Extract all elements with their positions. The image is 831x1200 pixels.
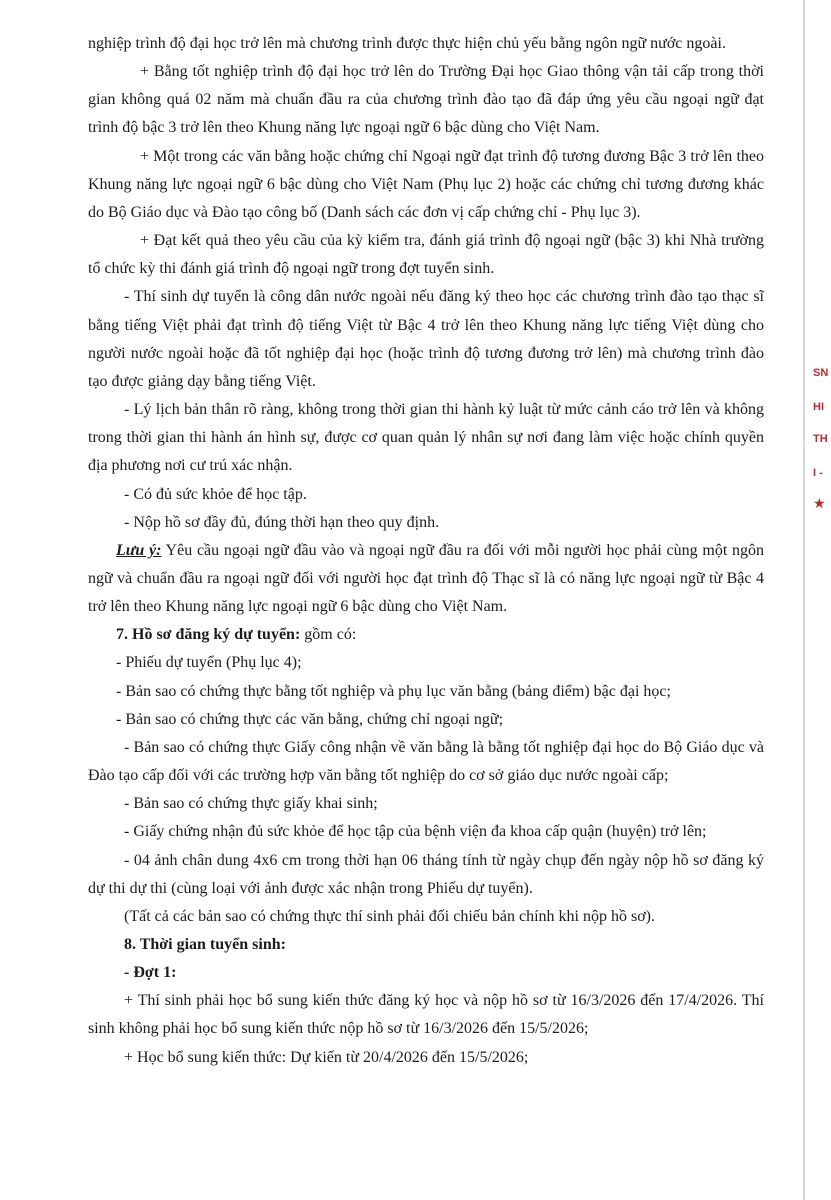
stamp-text-fragment: SN xyxy=(813,367,829,379)
red-stamp-fragment xyxy=(810,368,831,518)
section-7-item: - Bản sao có chứng thực giấy khai sinh; xyxy=(124,795,378,813)
section-7-item: - Bản sao có chứng thực các văn bằng, chứng chỉ ngoại ngữ; xyxy=(116,710,504,728)
section-8-sub-heading: - Đợt 1: xyxy=(124,964,177,982)
section-8-item: + Học bổ sung kiến thức: Dự kiến từ 20/4/2026 đến 15/5/2026; xyxy=(124,1048,529,1066)
paragraph-condition-degree-gtvt: + Bằng tốt nghiệp trình độ đại học trở lên do Trường Đại học Giao thông vận tải cấp trong thời gian không quá 02 năm mà chuẩn đầu ra của chương trình đào tạo đã đáp ứng yêu cầu ngoại ngữ đạt trình độ bậc 3 trở lên theo Khung năng lực ngoại ngữ 6 bậc dùng cho Việt Nam. xyxy=(88,63,764,137)
section-7-heading-line xyxy=(88,621,764,649)
section-7-item: - Bản sao có chứng thực Giấy công nhận về văn bằng là bằng tốt nghiệp đại học do Bộ Giáo dục và Đào tạo cấp đối với các trường hợp văn bằng tốt nghiệp do cơ sở giáo dục nước ngoài cấp; xyxy=(88,738,764,785)
stamp-text-fragment: I - xyxy=(813,467,823,479)
section-7-item: - Phiếu dự tuyển (Phụ lục 4); xyxy=(116,654,302,672)
paragraph-continuation: nghiệp trình độ đại học trở lên mà chương trình được thực hiện chủ yếu bằng ngôn ngữ nước ngoài. xyxy=(88,35,726,52)
paragraph-condition-certificate: + Một trong các văn bằng hoặc chứng chỉ Ngoại ngữ đạt trình độ tương đương Bậc 3 trở lên theo Khung năng lực ngoại ngữ 6 bậc dùng cho Việt Nam (Phụ lục 2) hoặc các chứng chỉ tương đương khác do Bộ Giáo dục và Đào tạo công bố (Danh sách các đơn vị cấp chứng chỉ - Phụ lục 3). xyxy=(88,147,764,221)
section-7-item: - Bản sao có chứng thực bằng tốt nghiệp và phụ lục văn bằng (bảng điểm) bậc đại học; xyxy=(116,682,671,700)
section-8-item: + Thí sinh phải học bổ sung kiến thức đăng ký học và nộp hồ sơ từ 16/3/2026 đến 17/4/2026. Thí sinh không phải học bổ sung kiến thức nộp hồ sơ từ 16/3/2026 đến 15/5/2026; xyxy=(88,992,764,1038)
stamp-star-icon: ★ xyxy=(813,495,826,511)
paragraph-background: - Lý lịch bản thân rõ ràng, không trong thời gian thi hành kỷ luật từ mức cảnh cáo trở lên và không trong thời gian thi hành án hình sự, được cơ quan quản lý nhân sự nơi đang làm việc hoặc chính quyền địa phương nơi cư trú xác nhận. xyxy=(88,401,764,475)
paragraph-submission: - Nộp hồ sơ đầy đủ, đúng thời hạn theo quy định. xyxy=(124,513,440,531)
stamp-text-fragment: HI xyxy=(813,401,824,413)
section-7-heading-suffix: gồm có: xyxy=(300,626,357,644)
note-label: Lưu ý: xyxy=(116,541,162,559)
section-7-item: - Giấy chứng nhận đủ sức khỏe để học tập của bệnh viện đa khoa cấp quận (huyện) trở lên; xyxy=(124,823,707,841)
document-body xyxy=(88,30,764,1072)
section-8-heading: 8. Thời gian tuyển sinh: xyxy=(124,936,286,953)
page-edge-divider xyxy=(803,0,805,1200)
paragraph-condition-exam: + Đạt kết quả theo yêu cầu của kỳ kiểm tra, đánh giá trình độ ngoại ngữ (bậc 3) khi Nhà trường tổ chức kỳ thi đánh giá trình độ ngoại ngữ trong đợt tuyển sinh. xyxy=(88,232,764,278)
paragraph-foreign-candidates: - Thí sinh dự tuyển là công dân nước ngoài nếu đăng ký theo học các chương trình đào tạo thạc sĩ bằng tiếng Việt phải đạt trình độ tiếng Việt từ Bậc 4 trở lên theo Khung năng lực tiếng Việt dùng cho người nước ngoài hoặc đã tốt nghiệp đại học (hoặc trình độ tương đương trở lên) mà chương trình đào tạo được giảng dạy bằng tiếng Việt. xyxy=(88,288,764,390)
stamp-text-fragment: TH xyxy=(813,433,828,445)
section-7-item: - 04 ảnh chân dung 4x6 cm trong thời hạn 06 tháng tính từ ngày chụp đến ngày nộp hồ sơ đăng ký dự thi dự thi (cùng loại với ảnh được xác nhận trong Phiếu dự tuyển). xyxy=(88,851,764,897)
note-text: Yêu cầu ngoại ngữ đầu vào và ngoại ngữ đầu ra đối với mỗi người học phải cùng một ngôn ngữ và chuẩn đầu ra ngoại ngữ đối với người học đạt trình độ Thạc sĩ là có năng lực ngoại ngữ từ Bậc 4 trở lên theo Khung năng lực ngoại ngữ 6 bậc dùng cho Việt Nam. xyxy=(88,541,765,616)
section-7-footnote: (Tất cả các bản sao có chứng thực thí sinh phải đối chiếu bản chính khi nộp hồ sơ). xyxy=(124,907,655,925)
section-7-heading: 7. Hồ sơ đăng ký dự tuyển: xyxy=(116,626,301,644)
paragraph-health: - Có đủ sức khỏe để học tập. xyxy=(124,485,307,503)
note-paragraph xyxy=(88,537,764,621)
